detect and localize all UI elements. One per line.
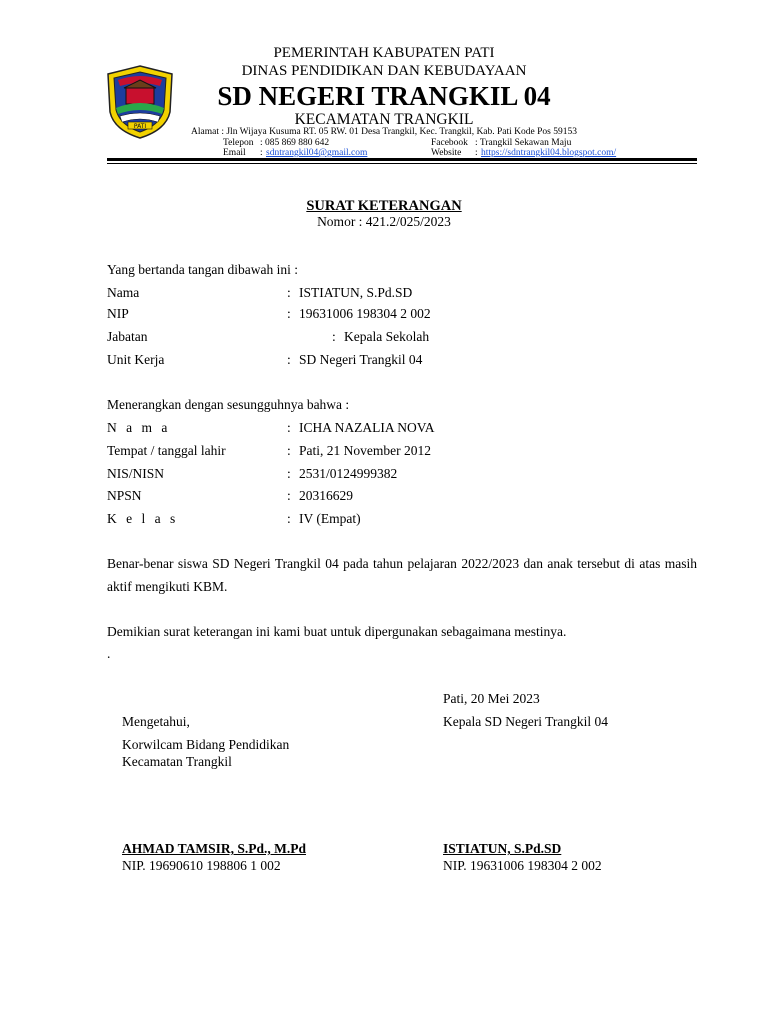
left-signer-name: AHMAD TAMSIR, S.Pd., M.Pd [122, 841, 307, 856]
signer-position-value: Kepala Sekolah [344, 329, 430, 344]
facebook-value: : Trangkil Sekawan Maju [475, 138, 572, 148]
field-separator: : [287, 488, 291, 503]
department-line: DINAS PENDIDIKAN DAN KEBUDAYAAN [241, 63, 527, 79]
field-separator: : [287, 306, 291, 321]
student-nis-label: NIS/NISN [107, 466, 165, 481]
field-separator: : [287, 443, 291, 458]
email-link[interactable]: sdntrangkil04@gmail.com [266, 148, 368, 158]
right-signer-nip: NIP. 19631006 198304 2 002 [443, 858, 602, 873]
student-class-label: K e l a s [107, 511, 179, 526]
letter-number: Nomor : 421.2/025/2023 [317, 214, 451, 229]
signer-name-value: ISTIATUN, S.Pd.SD [299, 285, 413, 300]
left-signer-nip: NIP. 19690610 198806 1 002 [122, 858, 281, 873]
statement-paragraph: Benar-benar siswa SD Negeri Trangkil 04 pada tahun pelajaran 2022/2023 dan anak tersebut di atas masih aktif mengikuti KBM. [107, 556, 697, 594]
left-signer-district: Kecamatan Trangkil [122, 754, 232, 769]
field-separator: : [287, 466, 291, 481]
field-separator: : [287, 511, 291, 526]
student-intro: Menerangkan dengan sesungguhnya bahwa : [107, 397, 350, 412]
right-signer-position: Kepala SD Negeri Trangkil 04 [443, 714, 608, 729]
logo-label: PATI [133, 123, 147, 130]
email-separator: : [260, 148, 263, 158]
email-label: Email [223, 148, 246, 158]
government-line: PEMERINTAH KABUPATEN PATI [273, 45, 495, 61]
student-class-value: IV (Empat) [299, 511, 361, 526]
website-separator: : [475, 148, 478, 158]
student-npsn-label: NPSN [107, 488, 142, 503]
student-name-label: N a m a [107, 420, 171, 435]
website-label: Website [431, 148, 462, 158]
facebook-label: Facebook [431, 138, 468, 148]
letter-title: SURAT KETERANGAN [306, 198, 462, 214]
left-signer-position: Korwilcam Bidang Pendidikan [122, 737, 290, 752]
field-separator: : [287, 420, 291, 435]
letterhead-rule-thick [107, 158, 697, 161]
website-link[interactable]: https://sdntrangkil04.blogspot.com/ [481, 148, 617, 158]
field-separator: : [332, 329, 336, 344]
phone-value: : 085 869 880 642 [260, 138, 330, 148]
signer-nip-value: 19631006 198304 2 002 [299, 306, 431, 321]
school-name: SD NEGERI TRANGKIL 04 [217, 81, 551, 111]
letterhead-rule-thin [107, 163, 697, 164]
right-signer-name: ISTIATUN, S.Pd.SD [443, 841, 562, 856]
closing-paragraph: Demikian surat keterangan ini kami buat untuk dipergunakan sebagaimana mestinya. [107, 624, 567, 639]
closing-dot: . [107, 646, 111, 661]
phone-label: Telepon [223, 138, 254, 148]
address-line: Alamat : Jln Wijaya Kusuma RT. 05 RW. 01 Desa Trangkil, Kec. Trangkil, Kab. Pati Kode Pos 59153 [191, 127, 577, 137]
student-npsn-value: 20316629 [299, 488, 353, 503]
signer-intro: Yang bertanda tangan dibawah ini : [107, 262, 298, 277]
student-nis-value: 2531/0124999382 [299, 466, 398, 481]
signer-unit-value: SD Negeri Trangkil 04 [299, 352, 423, 367]
left-acknowledged: Mengetahui, [122, 714, 190, 729]
field-separator: : [287, 285, 291, 300]
signer-position-label: Jabatan [107, 329, 148, 344]
signer-name-label: Nama [107, 285, 140, 300]
district-line: KECAMATAN TRANGKIL [294, 111, 474, 128]
signer-nip-label: NIP [107, 306, 129, 321]
student-birth-label: Tempat / tanggal lahir [107, 443, 226, 458]
student-birth-value: Pati, 21 November 2012 [299, 443, 431, 458]
signer-unit-label: Unit Kerja [107, 352, 165, 367]
student-name-value: ICHA NAZALIA NOVA [299, 420, 435, 435]
field-separator: : [287, 352, 291, 367]
letter-date: Pati, 20 Mei 2023 [443, 691, 540, 706]
